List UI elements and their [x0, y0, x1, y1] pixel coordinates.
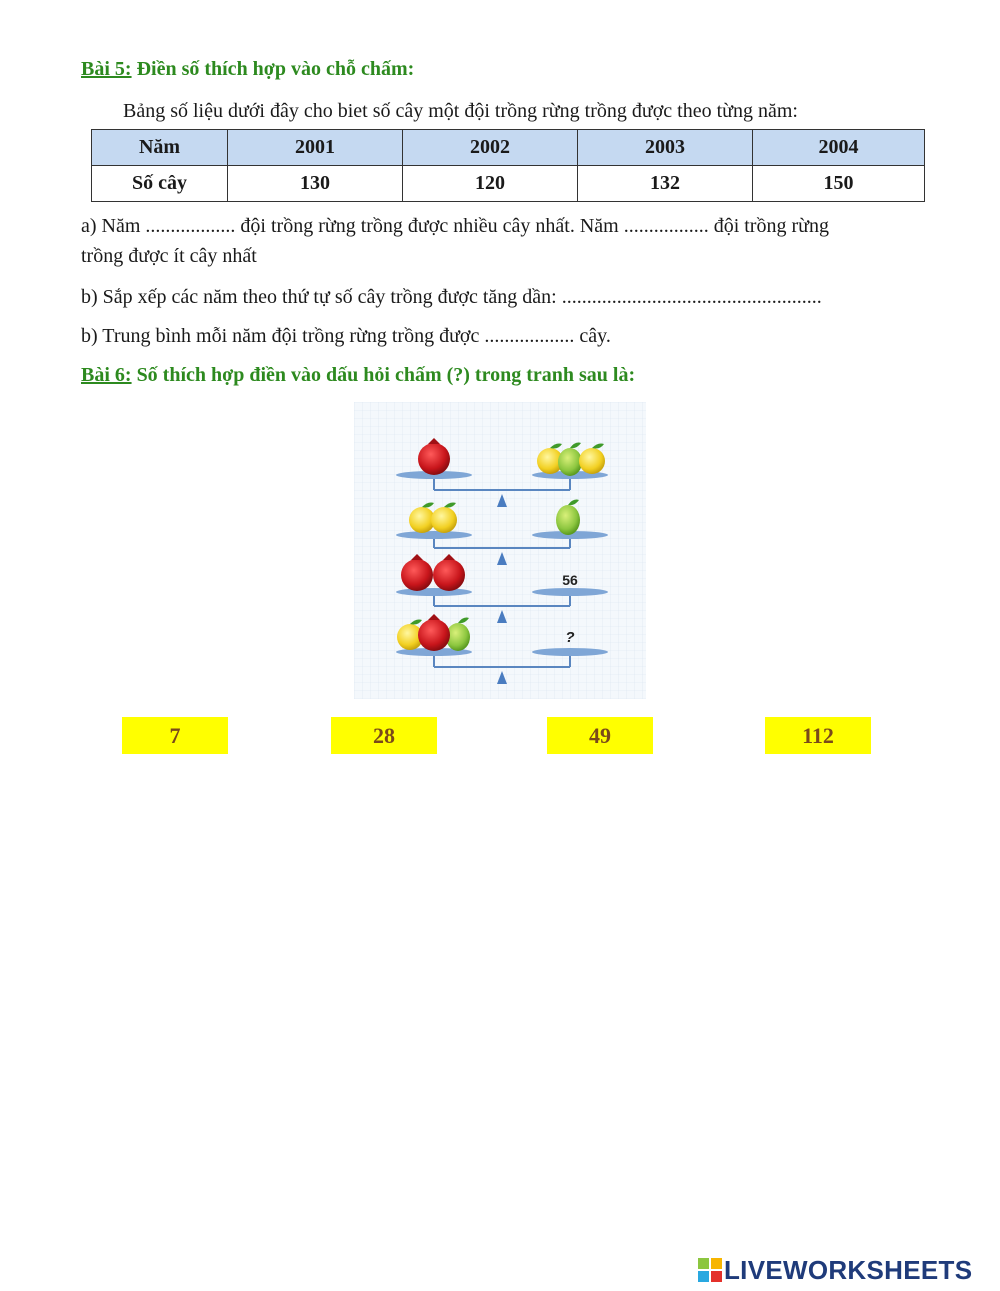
- question-b1: b) Sắp xếp các năm theo thứ tự số cây trồng được tăng dần: ....................................................: [81, 286, 822, 308]
- bai5-title: Điền số thích hợp vào chỗ chấm:: [131, 58, 415, 80]
- table-year-2002: 2002: [403, 130, 578, 166]
- logo-text: LIVEWORKSHEETS: [724, 1254, 973, 1285]
- bai5-label: Bài 5:: [81, 58, 132, 80]
- table-year-2001: 2001: [228, 130, 403, 166]
- answer-option-49[interactable]: 49: [547, 717, 653, 754]
- data-table: [91, 129, 925, 202]
- table-header-row: [92, 130, 925, 166]
- logo-grid-icon: [698, 1258, 722, 1282]
- table-value-2001: 130: [228, 166, 403, 202]
- table-value-2002: 120: [403, 166, 578, 202]
- table-header-label: Năm: [92, 130, 228, 166]
- table-year-2004: 2004: [753, 130, 925, 166]
- balance-puzzle-image: [354, 402, 646, 699]
- table-value-2004: 150: [753, 166, 925, 202]
- bai6-title: Số thích hợp điền vào dấu hỏi chấm (?) trong tranh sau là:: [131, 364, 636, 386]
- table-year-2003: 2003: [578, 130, 753, 166]
- table-value-2003: 132: [578, 166, 753, 202]
- bai5-heading: [81, 58, 414, 81]
- liveworksheets-logo: [698, 1252, 998, 1288]
- answer-option-28[interactable]: 28: [331, 717, 437, 754]
- question-b2: b) Trung bình mỗi năm đội trồng rừng trồng được .................. cây.: [81, 325, 611, 347]
- bai6-label: Bài 6:: [81, 364, 132, 386]
- puzzle-unknown: ?: [565, 629, 575, 646]
- question-a-line2: trồng được ít cây nhất: [81, 245, 257, 267]
- puzzle-number: 56: [562, 572, 578, 588]
- table-value-row: [92, 166, 925, 202]
- table-row-label: Số cây: [92, 166, 228, 202]
- answer-option-7[interactable]: 7: [122, 717, 228, 754]
- bai6-heading: [81, 364, 635, 387]
- bai5-intro: Bảng số liệu dưới đây cho biet số cây một đội trồng rừng trồng được theo từng năm:: [123, 100, 798, 122]
- answer-option-112[interactable]: 112: [765, 717, 871, 754]
- question-a-line1: a) Năm .................. đội trồng rừng trồng được nhiều cây nhất. Năm ................. đội trồng rừng: [81, 215, 829, 237]
